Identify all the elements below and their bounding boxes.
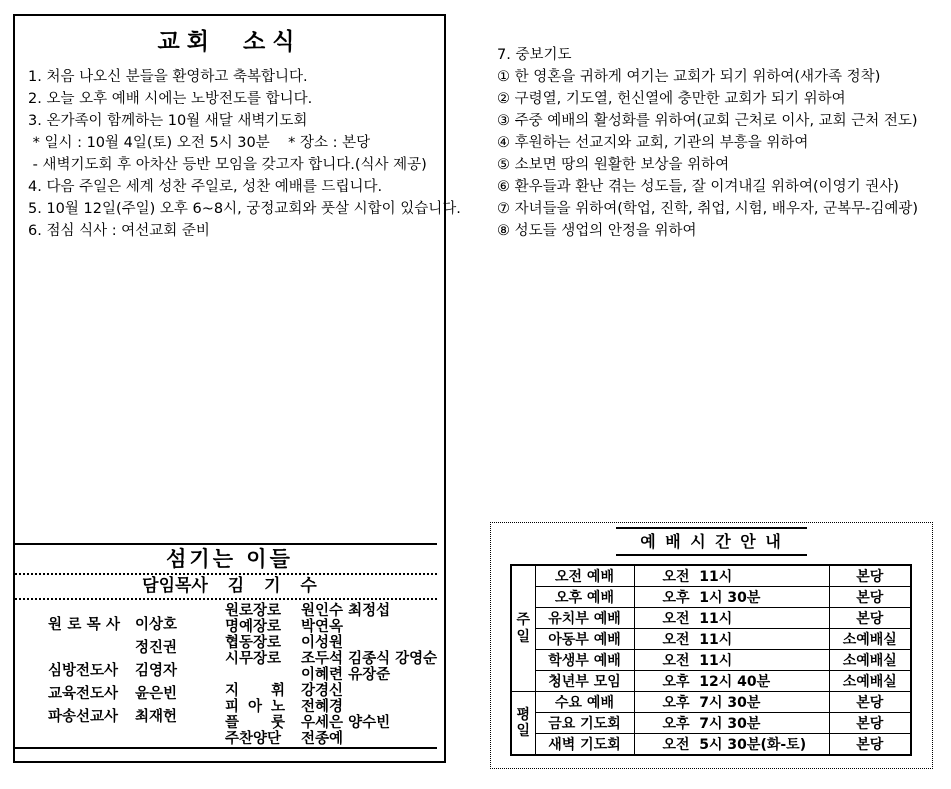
serving-row [225, 635, 444, 651]
church-news-list [15, 66, 461, 242]
person-names: 전혜경 [301, 699, 344, 715]
role-label: 교육전도사 [48, 686, 119, 702]
serving-row [225, 619, 444, 635]
service-cell: 새벽 기도회 [535, 734, 634, 756]
worship-schedule-title-wrap [491, 527, 932, 556]
serving-row [225, 603, 444, 619]
time-cell: 오후 12시 40분 [634, 671, 829, 692]
prayer-item: ② 구령열, 기도열, 헌신열에 충만한 교회가 되기 위하여 [497, 91, 846, 107]
serving-row [225, 699, 444, 715]
serving-names [15, 600, 444, 747]
prayer-item: ① 한 영혼을 귀하게 여기는 교회가 되기 위하여(새가족 정착) [497, 69, 881, 85]
schedule-row [511, 734, 911, 756]
time-cell: 오전 11시 [634, 608, 829, 629]
prayer-item: ⑥ 환우들과 환난 겪는 성도들, 잘 이겨내길 위하여(이영기 권사) [497, 179, 899, 195]
person-names: 최재헌 [135, 709, 178, 725]
place-cell: 소예배실 [829, 671, 911, 692]
schedule-row [511, 713, 911, 734]
divider-solid-bottom [15, 747, 437, 749]
schedule-row [511, 671, 911, 692]
divider-solid-top [15, 543, 437, 545]
schedule-row [511, 608, 911, 629]
worship-schedule-title: 예 배 시 간 안 내 [616, 527, 807, 556]
notice-line: 6. 점심 식사 : 여선교회 준비 [28, 223, 210, 239]
prayer-item: ⑤ 소보면 땅의 원활한 보상을 위하여 [497, 157, 730, 173]
place-cell: 소예배실 [829, 650, 911, 671]
intercessory-prayer-section [497, 44, 918, 242]
time-cell: 오전 11시 [634, 629, 829, 650]
person-names: 정진권 [135, 640, 178, 656]
place-cell: 본당 [829, 608, 911, 629]
role-label: 주찬양단 [225, 731, 282, 747]
prayer-item: ④ 후원하는 선교지와 교회, 기관의 부흥을 위하여 [497, 135, 809, 151]
schedule-row [511, 692, 911, 713]
place-cell: 본당 [829, 692, 911, 713]
serving-title: 섬기는 이들 [166, 547, 293, 571]
serving-names-right-column [210, 600, 444, 747]
service-cell: 오후 예배 [535, 587, 634, 608]
notice-line: - 새벽기도회 후 아차산 등반 모임을 갖고자 합니다.(식사 제공) [28, 157, 427, 173]
schedule-row [511, 650, 911, 671]
person-names: 김영자 [135, 663, 178, 679]
schedule-row [511, 629, 911, 650]
prayer-item: ⑧ 성도들 생업의 안정을 위하여 [497, 223, 697, 239]
service-cell: 오전 예배 [535, 565, 634, 587]
serving-row [225, 651, 444, 667]
church-news-panel [13, 14, 461, 763]
notice-line: 5. 10월 12일(주일) 오후 6~8시, 궁정교회와 풋살 시합이 있습니다. [28, 201, 461, 217]
serving-row [48, 663, 210, 679]
person-names: 원인수 최정섭 [301, 603, 391, 619]
day-group-cell: 주일 [511, 565, 535, 692]
role-label: 심방전도사 [48, 663, 119, 679]
worship-schedule-table [510, 564, 912, 756]
serving-row [48, 640, 210, 656]
senior-pastor-line: 담임목사 김 기 수 [142, 576, 317, 596]
prayer-heading: 7. 중보기도 [497, 47, 572, 63]
person-names: 이성원 [301, 635, 344, 651]
serving-names-left-column [15, 600, 210, 747]
person-names: 이혜련 유장준 [301, 667, 391, 683]
role-label: 파송선교사 [48, 709, 119, 725]
role-label: 피 아 노 [225, 699, 285, 715]
place-cell: 본당 [829, 734, 911, 756]
role-label: 명예장로 [225, 619, 282, 635]
service-cell: 금요 기도회 [535, 713, 634, 734]
time-cell: 오후 7시 30분 [634, 692, 829, 713]
serving-row [48, 709, 210, 725]
notice-line: 2. 오늘 오후 예배 시에는 노방전도를 합니다. [28, 91, 313, 107]
prayer-list [497, 66, 918, 242]
person-names: 우세은 양수빈 [301, 715, 391, 731]
role-label: 시무장로 [225, 651, 282, 667]
place-cell: 본당 [829, 587, 911, 608]
church-news-title: 교회 소식 [157, 29, 302, 55]
serving-row [225, 683, 444, 699]
service-cell: 학생부 예배 [535, 650, 634, 671]
notice-line: 3. 온가족이 함께하는 10월 새달 새벽기도회 [28, 113, 308, 129]
serving-row [225, 667, 444, 683]
schedule-row [511, 565, 911, 587]
place-cell: 소예배실 [829, 629, 911, 650]
role-label: 협동장로 [225, 635, 282, 651]
service-cell: 유치부 예배 [535, 608, 634, 629]
serving-section [15, 543, 444, 761]
role-label: 원로장로 [225, 603, 282, 619]
serving-row [48, 686, 210, 702]
notice-line: * 일시 : 10월 4일(토) 오전 5시 30분 * 장소 : 본당 [28, 135, 371, 151]
role-label: 원 로 목 사 [48, 617, 120, 633]
time-cell: 오전 11시 [634, 565, 829, 587]
serving-row [48, 617, 210, 633]
person-names: 이상호 [135, 617, 178, 633]
person-names: 조두석 김종식 강영순 [301, 651, 438, 667]
place-cell: 본당 [829, 565, 911, 587]
time-cell: 오후 1시 30분 [634, 587, 829, 608]
serving-row [225, 715, 444, 731]
service-cell: 수요 예배 [535, 692, 634, 713]
time-cell: 오전 5시 30분(화-토) [634, 734, 829, 756]
person-names: 전종예 [301, 731, 344, 747]
worship-schedule-panel [490, 522, 933, 769]
prayer-item: ⑦ 자녀들을 위하여(학업, 진학, 취업, 시험, 배우자, 군복무-김예광) [497, 201, 919, 217]
notice-line: 4. 다음 주일은 세계 성찬 주일로, 성찬 예배를 드립니다. [28, 179, 383, 195]
person-names: 박연옥 [301, 619, 344, 635]
person-names: 윤은빈 [135, 686, 178, 702]
time-cell: 오후 7시 30분 [634, 713, 829, 734]
person-names: 강경신 [301, 683, 344, 699]
notice-line: 1. 처음 나오신 분들을 환영하고 축복합니다. [28, 69, 308, 85]
role-label: 플 룻 [225, 715, 285, 731]
role-label: 지 휘 [225, 683, 285, 699]
serving-row [225, 731, 444, 747]
schedule-row [511, 587, 911, 608]
place-cell: 본당 [829, 713, 911, 734]
day-group-cell: 평일 [511, 692, 535, 756]
time-cell: 오전 11시 [634, 650, 829, 671]
service-cell: 아동부 예배 [535, 629, 634, 650]
service-cell: 청년부 모임 [535, 671, 634, 692]
prayer-item: ③ 주중 예배의 활성화를 위하여(교회 근처로 이사, 교회 근처 전도) [497, 113, 918, 129]
